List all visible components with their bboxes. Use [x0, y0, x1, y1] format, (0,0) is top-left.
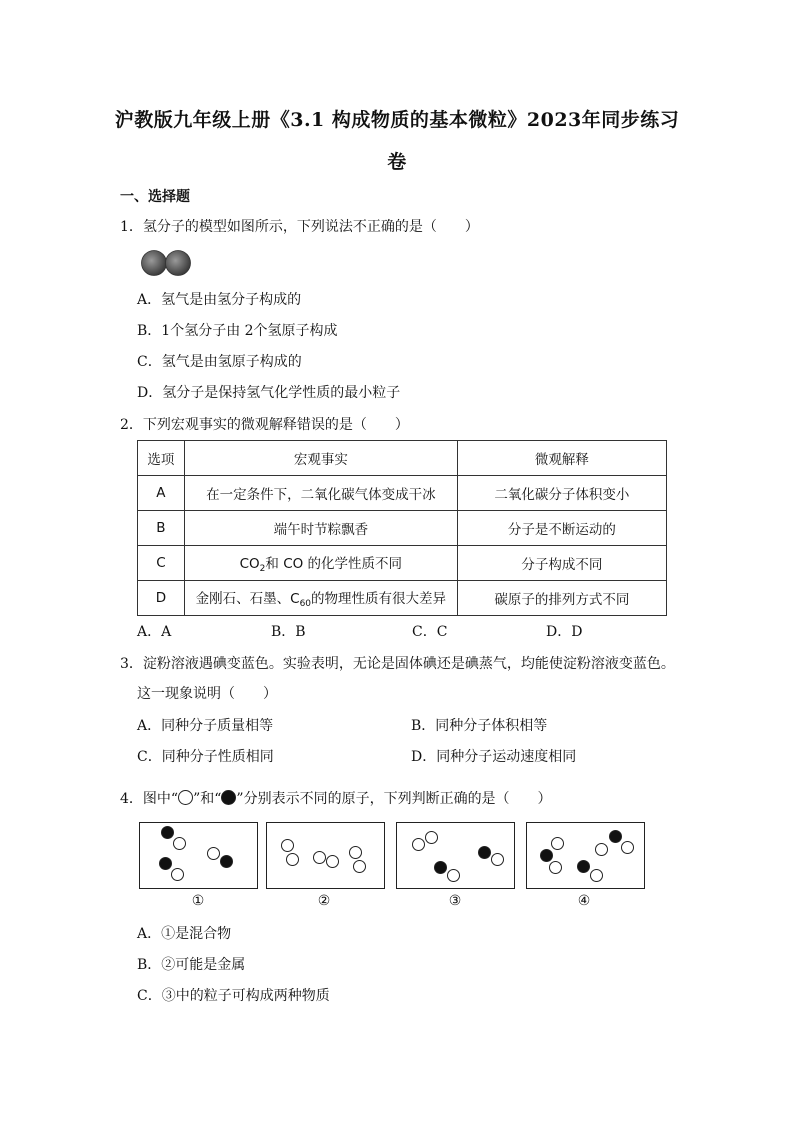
black-atom-icon — [540, 849, 553, 862]
white-atom-icon — [353, 860, 366, 873]
white-atom-icon — [551, 837, 564, 850]
row-fact: 端午时节粽飘香 — [184, 511, 457, 546]
q1-option-b: B．1个氢分子由 2个氢原子构成 — [137, 323, 338, 339]
white-atom-icon — [491, 853, 504, 866]
table-row — [138, 581, 667, 616]
q4-stem — [120, 790, 552, 807]
particle-diagram-4 — [526, 822, 645, 889]
formula-subscript: 2 — [259, 564, 266, 574]
q1-option-c: C．氢气是由氢原子构成的 — [137, 354, 302, 370]
q2-answer-b: B．B — [271, 624, 306, 640]
black-atom-icon — [159, 857, 172, 870]
fact-rest: 和 CO 的化学性质不同 — [265, 556, 403, 572]
q3-option-d: D．同种分子运动速度相同 — [411, 749, 577, 765]
white-atom-icon — [590, 869, 603, 882]
table-row — [138, 476, 667, 511]
diagram-label-4: ④ — [577, 893, 591, 909]
white-atom-icon — [412, 838, 425, 851]
table-row — [138, 546, 667, 581]
black-atom-icon — [221, 790, 236, 805]
diagram-label-3: ③ — [448, 893, 462, 909]
header-fact: 宏观事实 — [184, 441, 457, 476]
white-atom-icon — [207, 847, 220, 860]
white-atom-icon — [171, 868, 184, 881]
q3-stem-line1: 3．淀粉溶液遇碘变蓝色。实验表明，无论是固体碘还是碘蒸气，均能使淀粉溶液变蓝色。 — [120, 656, 675, 672]
q1-option-a: A．氢气是由氢分子构成的 — [137, 292, 302, 308]
row-fact: 在一定条件下，二氧化碳气体变成干冰 — [184, 476, 457, 511]
q2-stem: 2．下列宏观事实的微观解释错误的是（ ） — [120, 417, 409, 433]
white-atom-icon — [621, 841, 634, 854]
header-option: 选项 — [138, 441, 185, 476]
q3-option-c: C．同种分子性质相同 — [137, 749, 274, 765]
formula-text: 金刚石、石墨、C — [195, 591, 300, 607]
black-atom-icon — [609, 830, 622, 843]
q4-stem-part2: ”和“ — [193, 791, 222, 807]
row-option: B — [138, 511, 185, 546]
black-atom-icon — [577, 860, 590, 873]
q2-table — [137, 440, 667, 616]
black-atom-icon — [220, 855, 233, 868]
q1-option-d: D．氢分子是保持氢气化学性质的最小粒子 — [137, 385, 401, 401]
white-atom-icon — [178, 790, 193, 805]
white-atom-icon — [281, 839, 294, 852]
black-atom-icon — [478, 846, 491, 859]
page-title-line1: 沪教版九年级上册《3.1 构成物质的基本微粒》2023年同步练习 — [114, 109, 680, 131]
white-atom-icon — [447, 869, 460, 882]
black-atom-icon — [161, 826, 174, 839]
formula-text: CO — [239, 556, 260, 572]
particle-diagram-1 — [139, 822, 258, 889]
white-atom-icon — [326, 855, 339, 868]
q3-stem-line2: 这一现象说明（ ） — [137, 686, 277, 702]
q4-stem-part1: 4．图中“ — [120, 791, 179, 807]
particle-diagram-2 — [266, 822, 385, 889]
row-option: D — [138, 581, 185, 616]
formula-subscript: 60 — [299, 599, 312, 609]
q4-option-a: A．①是混合物 — [137, 926, 232, 942]
fact-rest: 的物理性质有很大差异 — [311, 591, 447, 607]
table-row — [138, 511, 667, 546]
row-option: C — [138, 546, 185, 581]
white-atom-icon — [549, 861, 562, 874]
q4-option-b: B．②可能是金属 — [137, 957, 246, 973]
q2-answer-a: A．A — [137, 624, 172, 640]
white-atom-icon — [595, 843, 608, 856]
q2-answer-c: C．C — [412, 624, 448, 640]
row-fact — [184, 581, 457, 616]
black-atom-icon — [434, 861, 447, 874]
q1-stem: 1．氢分子的模型如图所示，下列说法不正确的是（ ） — [120, 219, 479, 235]
section-heading: 一、选择题 — [120, 189, 190, 205]
q4-option-c: C．③中的粒子可构成两种物质 — [137, 988, 330, 1004]
page-title-line2: 卷 — [387, 151, 407, 173]
row-explanation: 二氧化碳分子体积变小 — [457, 476, 666, 511]
row-explanation: 分子是不断运动的 — [457, 511, 666, 546]
diagram-label-2: ② — [317, 893, 331, 909]
diagram-label-1: ① — [191, 893, 205, 909]
table-header-row — [138, 441, 667, 476]
white-atom-icon — [313, 851, 326, 864]
white-atom-icon — [349, 846, 362, 859]
row-explanation: 碳原子的排列方式不同 — [457, 581, 666, 616]
white-atom-icon — [286, 853, 299, 866]
row-option: A — [138, 476, 185, 511]
row-explanation: 分子构成不同 — [457, 546, 666, 581]
q2-answer-d: D．D — [546, 624, 583, 640]
white-atom-icon — [425, 831, 438, 844]
white-atom-icon — [173, 837, 186, 850]
q4-stem-part3: ”分别表示不同的原子，下列判断正确的是（ ） — [236, 791, 552, 807]
q3-option-a: A．同种分子质量相等 — [137, 718, 274, 734]
hydrogen-molecule-model — [139, 249, 195, 277]
header-explanation: 微观解释 — [457, 441, 666, 476]
particle-diagram-3 — [396, 822, 515, 889]
q3-option-b: B．同种分子体积相等 — [411, 718, 548, 734]
row-fact — [184, 546, 457, 581]
